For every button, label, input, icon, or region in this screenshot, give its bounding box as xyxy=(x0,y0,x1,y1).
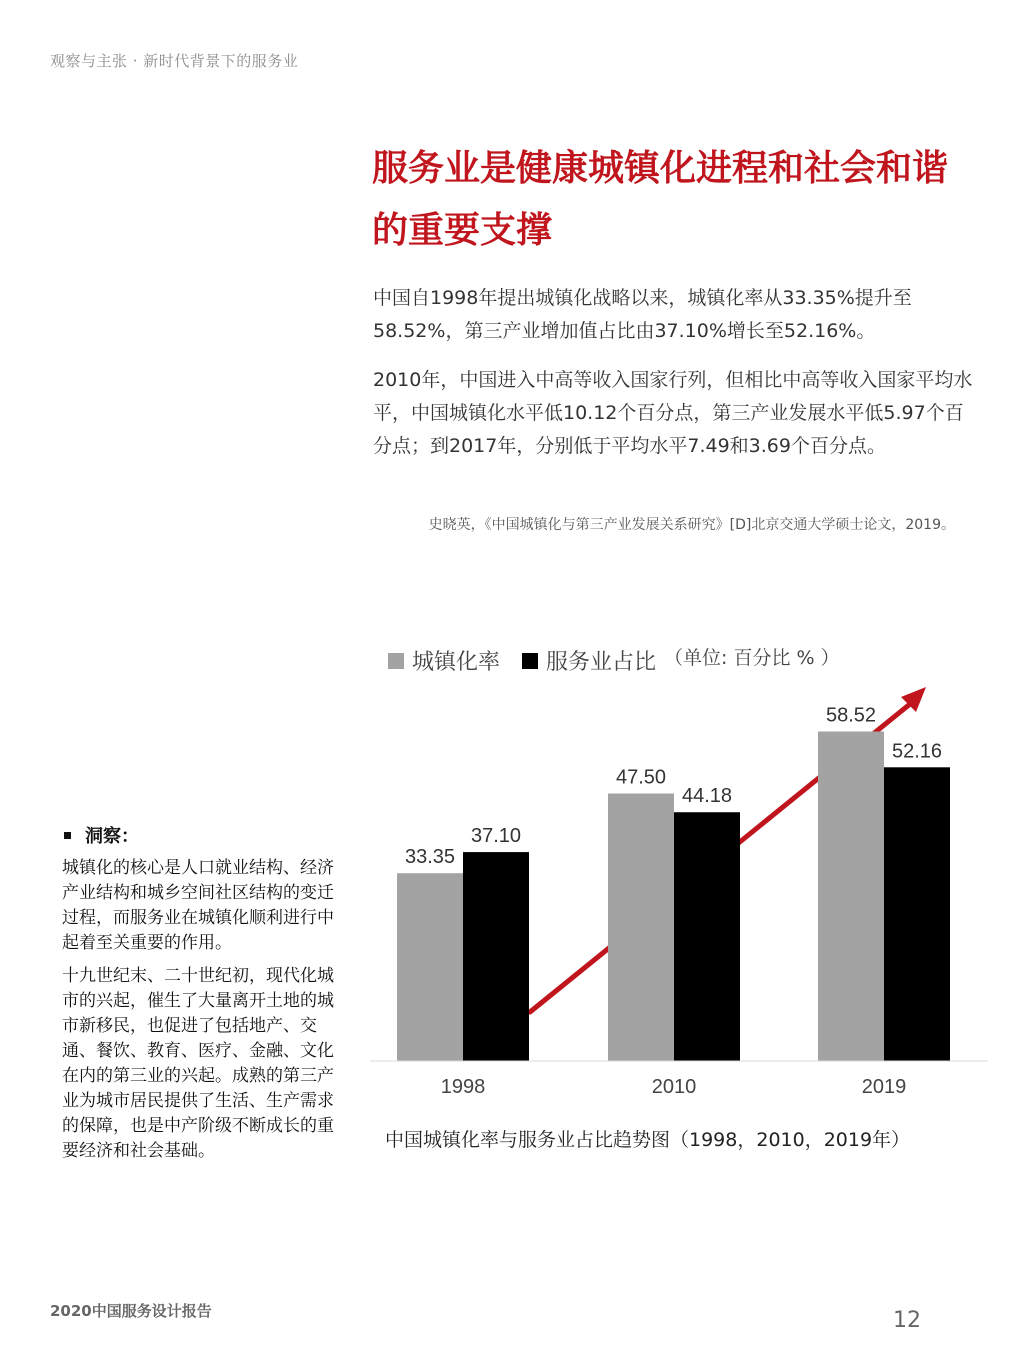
data-label-urbanization-2019: 58.52 xyxy=(825,704,877,727)
x-tick-label-1998: 1998 xyxy=(440,1076,486,1098)
chart-plot-area xyxy=(370,635,1010,1098)
bar-chart xyxy=(370,635,1010,1098)
insight-box xyxy=(62,822,342,1172)
bar-service-1998 xyxy=(463,852,529,1061)
article-paragraph-2: 2010年，中国进入中高等收入国家行列，但相比中高等收入国家平均水平，中国城镇化水平低10.12个百分点，第三产业发展水平低5.97个百分点；到2017年，分别低于平均水平7.49和3.69个百分点。 xyxy=(373,369,973,457)
x-tick-label-2010: 2010 xyxy=(651,1076,697,1098)
bar-urbanization-2019 xyxy=(818,731,884,1061)
data-label-service-2019: 52.16 xyxy=(891,740,943,763)
chart-unit-note: （单位: 百分比 % ） xyxy=(664,647,840,669)
bar-service-2010 xyxy=(674,812,740,1061)
legend-label-service: 服务业占比 xyxy=(546,650,657,675)
data-label-urbanization-1998: 33.35 xyxy=(404,846,456,869)
insight-paragraph-1: 城镇化的核心是人口就业结构、经济产业结构和城乡空间社区结构的变迁过程，而服务业在城镇化顺利进行中起着至关重要的作用。 xyxy=(62,858,334,953)
running-header: 观察与主张 · 新时代背景下的服务业 xyxy=(50,52,299,70)
chart-caption: 中国城镇化率与服务业占比趋势图（1998，2010，2019年） xyxy=(385,1129,911,1151)
square-bullet-icon xyxy=(64,832,71,839)
article-title: 服务业是健康城镇化进程和社会和谐的重要支撑 xyxy=(372,148,949,251)
insight-paragraph-2: 十九世纪末、二十世纪初，现代化城市的兴起，催生了大量离开土地的城市新移民，也促进了包括地产、交通、餐饮、教育、医疗、金融、文化在内的第三业的兴起。成熟的第三产业为城市居民提供了生活、生产需求的保障，也是中产阶级不断成长的重要经济和社会基础。 xyxy=(62,966,334,1161)
article-paragraph-1: 中国自1998年提出城镇化战略以来，城镇化率从33.35%提升至58.52%，第三产业增加值占比由37.10%增长至52.16%。 xyxy=(373,287,912,342)
data-label-service-2010: 44.18 xyxy=(681,785,733,808)
page-number: 12 xyxy=(893,1308,921,1333)
bar-service-2019 xyxy=(884,767,950,1061)
bar-urbanization-1998 xyxy=(397,873,463,1061)
bar-urbanization-2010 xyxy=(608,794,674,1061)
report-name: 2020中国服务设计报告 xyxy=(50,1302,212,1320)
x-tick-label-2019: 2019 xyxy=(861,1076,907,1098)
citation: 史晓英，《中国城镇化与第三产业发展关系研究》[D]北京交通大学硕士论文，2019。 xyxy=(428,517,955,533)
insight-heading-text: 洞察： xyxy=(85,826,139,847)
insight-heading xyxy=(62,822,342,848)
legend-label-urbanization: 城镇化率 xyxy=(412,650,501,675)
data-label-urbanization-2010: 47.50 xyxy=(615,766,667,789)
data-label-service-1998: 37.10 xyxy=(470,825,522,848)
